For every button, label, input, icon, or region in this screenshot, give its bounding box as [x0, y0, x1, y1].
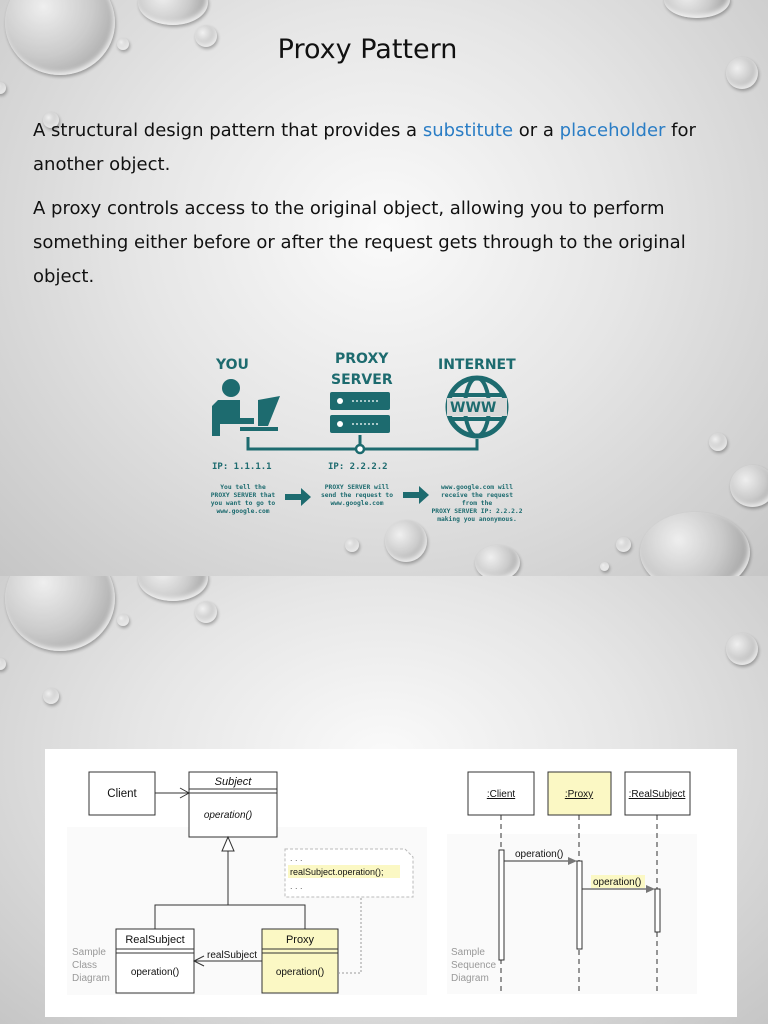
you-desc-line: PROXY SERVER that: [210, 492, 276, 499]
water-drop-decoration: [43, 688, 59, 704]
client-lifeline-name: :Client: [486, 789, 516, 800]
realsubject-activation: [655, 889, 660, 932]
water-drop-decoration: [0, 658, 6, 670]
client-class-name: Client: [107, 788, 137, 800]
you-label: YOU: [216, 357, 249, 373]
note-dots: . . .: [290, 853, 303, 863]
caption-line: Class: [72, 960, 98, 971]
realsubject-lifeline-name: :RealSubject: [628, 789, 686, 800]
water-drop-decoration: [709, 433, 727, 451]
arrow-icon: [403, 486, 429, 504]
proxy-description: [321, 483, 393, 507]
proxy-ip: IP: 2.2.2.2: [328, 462, 388, 472]
server-icon: [330, 392, 390, 433]
client-activation: [499, 850, 504, 960]
internet-desc-line: making you anonymous.: [437, 516, 517, 523]
realsubject-operation: operation(): [130, 967, 180, 978]
you-desc-line: www.google.com: [216, 508, 270, 515]
proxy-lifeline-name: :Proxy: [564, 789, 594, 800]
uml-svg: [45, 749, 737, 1017]
water-drop-decoration: [600, 562, 609, 571]
proxy-class-name: Proxy: [285, 934, 315, 946]
note-dots: . . .: [290, 881, 303, 891]
water-drop-decoration: [664, 0, 730, 18]
www-text: WWW: [450, 400, 497, 416]
proxy-label-line1: PROXY: [335, 351, 389, 367]
message-1: operation(): [515, 849, 564, 860]
water-drop-decoration: [640, 512, 750, 576]
highlight-placeholder: placeholder: [559, 120, 666, 141]
water-drop-decoration: [195, 601, 217, 623]
arrow-icon: [285, 488, 311, 506]
you-desc-line: You tell the: [220, 484, 266, 491]
you-desc-line: you want to go to: [210, 500, 276, 507]
definition-paragraph: [33, 114, 733, 182]
globe-icon: [447, 378, 507, 436]
association-label: realSubject: [206, 950, 258, 961]
class-diagram: [67, 772, 427, 995]
subject-class-name: Subject: [214, 776, 252, 788]
definition-text: or a: [513, 120, 560, 141]
internet-desc-line: www.google.com will: [440, 484, 514, 491]
water-drop-decoration: [0, 82, 6, 94]
water-drop-decoration: [5, 576, 115, 651]
internet-desc-line: PROXY SERVER IP: 2.2.2.2: [431, 508, 523, 515]
proxy-desc-line: send the request to: [320, 492, 394, 499]
water-drop-decoration: [138, 0, 208, 25]
caption-line: Diagram: [451, 973, 489, 984]
caption-line: Sample: [72, 947, 106, 958]
definition-text: A structural design pattern that provides a: [33, 120, 423, 141]
slide-2: [0, 576, 768, 1024]
realsubject-class-name: RealSubject: [125, 934, 185, 946]
proxy-label-line2: SERVER: [331, 372, 393, 388]
caption-line: Sample: [451, 947, 485, 958]
water-drop-decoration: [345, 538, 359, 552]
subject-operation: operation(): [203, 810, 253, 821]
internet-desc-line: from the: [461, 500, 493, 507]
internet-description: [432, 483, 523, 523]
internet-label: INTERNET: [438, 357, 516, 373]
proxy-operation: operation(): [275, 967, 325, 978]
caption-line: Diagram: [72, 973, 110, 984]
slide-title: Proxy Pattern: [277, 34, 458, 65]
highlight-substitute: substitute: [422, 120, 514, 141]
water-drop-decoration: [730, 465, 768, 507]
uml-diagram: [45, 749, 737, 1017]
water-drop-decoration: [117, 614, 129, 626]
proxy-activation: [577, 861, 582, 949]
person-computer-icon: [212, 379, 280, 436]
caption-line: Sequence: [451, 960, 497, 971]
water-drop-decoration: [616, 537, 631, 552]
proxy-desc-line: www.google.com: [330, 500, 384, 507]
water-drop-decoration: [475, 545, 520, 576]
water-drop-decoration: [138, 576, 208, 601]
note-call: realSubject.operation();: [290, 867, 384, 877]
proxy-server-illustration: [200, 345, 540, 535]
proxy-explanation-paragraph: A proxy controls access to the original object, allowing you to perform something either before or after the request gets through to the original object.: [33, 198, 686, 287]
water-drop-decoration: [726, 633, 758, 665]
definition-text: for another object.: [33, 120, 696, 175]
message-2: operation(): [593, 877, 642, 888]
proxy-desc-line: PROXY SERVER will: [324, 484, 390, 491]
sequence-diagram: [447, 772, 697, 995]
you-description: [211, 484, 276, 515]
internet-desc-line: receive the request: [440, 492, 514, 499]
you-ip: IP: 1.1.1.1: [212, 462, 272, 472]
